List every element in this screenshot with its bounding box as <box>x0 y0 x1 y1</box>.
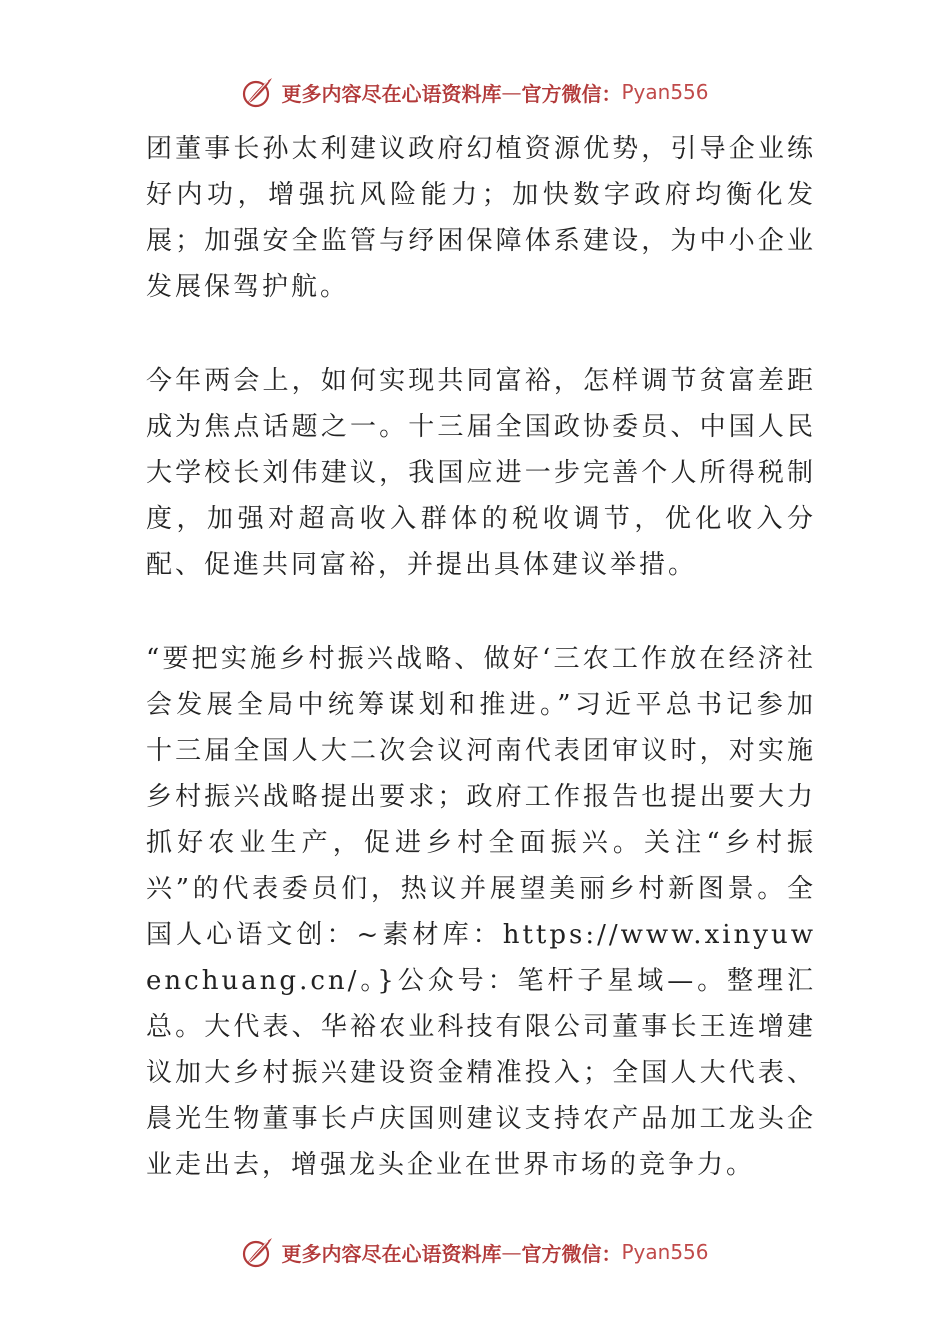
paragraph-3: “要把实施乡村振兴战略、做好‘三农工作放在经济社会发展全局中统筹谋划和推进。”习近平总书记参加十三届全国人大二次会议河南代表团审议时，对实施乡村振兴战略提出要求；政府工作报告也提出要大力抓好农业生产，促进乡村全面振兴。关注“乡村振兴”的代表委员们，热议并展望美丽乡村新图景。全国人心语文创：~素材库：https://www.xinyuwenchuang.cn/。}公众号：笔杆子星域—。整理汇总。大代表、华裕农业科技有限公司董事长王连增建议加大乡村振兴建设资金精准投入；全国人大代表、晨光生物董事长卢庆国则建议支持农产品加工龙头企业走出去，增强龙头企业在世界市场的竞争力。 <box>146 644 816 1180</box>
paragraph-spacer <box>146 588 816 636</box>
wechat-label: 官方微信： <box>521 81 622 106</box>
paragraph-1: 团董事长孙太利建议政府幻植资源优势，引导企业练好内功，增强抗风险能力；加快数字政府均衡化发展；加强安全监管与纾困保障体系建设，为中小企业发展保驾护航。 <box>146 134 816 302</box>
promo-text: 更多内容尽在心语资料库 <box>281 81 502 106</box>
banner-separator: — <box>501 1240 522 1264</box>
footer-banner <box>0 1232 950 1272</box>
wechat-id: Pyan556 <box>621 80 709 104</box>
pen-feather-logo-icon <box>241 1235 275 1269</box>
wechat-id: Pyan556 <box>621 1240 709 1264</box>
banner-separator: — <box>501 80 522 104</box>
document-body <box>146 126 816 1188</box>
header-banner <box>0 72 950 112</box>
wechat-label: 官方微信： <box>521 1241 622 1266</box>
promo-text: 更多内容尽在心语资料库 <box>281 1241 502 1266</box>
pen-feather-logo-icon <box>241 75 275 109</box>
paragraph-2: 今年两会上，如何实现共同富裕，怎样调节贫富差距成为焦点话题之一。十三届全国政协委员、中国人民大学校长刘伟建议，我国应进一步完善个人所得税制度，加强对超高收入群体的税收调节，优化收入分配、促進共同富裕，并提出具体建议举措。 <box>146 366 816 580</box>
paragraph-spacer <box>146 310 816 358</box>
